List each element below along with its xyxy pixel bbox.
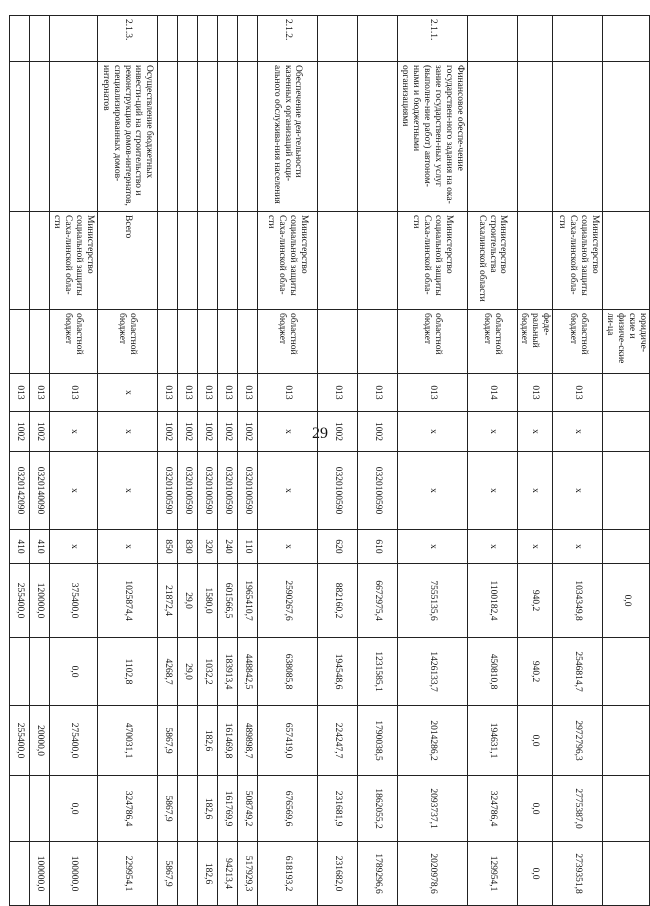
cell-v1: 255400,0 <box>9 564 29 638</box>
cell-vr: 620 <box>317 530 357 564</box>
cell-v1: 1580,0 <box>197 564 217 638</box>
cell-csr: х <box>467 452 517 530</box>
cell-v5: 229954,1 <box>97 842 157 906</box>
cell-rzpr: х <box>49 412 97 452</box>
cell-v5: 129954,1 <box>467 842 517 906</box>
cell-name <box>197 62 217 212</box>
cell-org <box>357 212 397 310</box>
table-row <box>467 16 517 906</box>
cell-name <box>237 62 257 212</box>
cell-v2: 448842,5 <box>237 638 257 706</box>
cell-v5: 100000,0 <box>49 842 97 906</box>
cell-v2: 2546814,7 <box>553 638 603 706</box>
page-number: 29 <box>312 425 328 442</box>
cell-v3: 194631,1 <box>467 706 517 776</box>
cell-csr: 0320142090 <box>9 452 29 530</box>
cell-code <box>177 16 197 62</box>
cell-code: 2.1.1. <box>397 16 467 62</box>
cell-name: Финансовое обеспе-чение государствен-ного задания на ока-зание государствен-ных услуг (выполне-ние работ) автоном-ными и бюджетными организациями <box>397 62 467 212</box>
cell-vr: 320 <box>197 530 217 564</box>
cell-v2: 1426133,7 <box>397 638 467 706</box>
cell-rzpr: х <box>97 412 157 452</box>
table-row <box>257 16 317 906</box>
cell-grbs: 014 <box>467 374 517 412</box>
cell-code <box>317 16 357 62</box>
cell-name <box>517 62 553 212</box>
cell-source: областной бюджет <box>467 310 517 374</box>
cell-csr: 0320100590 <box>237 452 257 530</box>
cell-name <box>357 62 397 212</box>
cell-v5 <box>177 842 197 906</box>
table-row <box>217 16 237 906</box>
cell-grbs: 013 <box>177 374 197 412</box>
table-row <box>9 16 29 906</box>
cell-v1: 1100182,4 <box>467 564 517 638</box>
cell-name <box>49 62 97 212</box>
cell-v1: 1965410,7 <box>237 564 257 638</box>
cell-v2: 0,0 <box>49 638 97 706</box>
cell-grbs: 013 <box>257 374 317 412</box>
cell-rzpr: 1002 <box>157 412 177 452</box>
cell-v4: 508749,2 <box>237 776 257 842</box>
cell-rzpr: 1002 <box>29 412 49 452</box>
cell-csr: х <box>517 452 553 530</box>
cell-code <box>357 16 397 62</box>
cell-org <box>317 212 357 310</box>
cell-vr: х <box>517 530 553 564</box>
cell-source <box>317 310 357 374</box>
cell-source <box>357 310 397 374</box>
cell-v5: 517929,3 <box>237 842 257 906</box>
cell-org <box>517 212 553 310</box>
table-row <box>517 16 553 906</box>
cell-source: областной бюджет <box>97 310 157 374</box>
cell-source <box>157 310 177 374</box>
cell-code: 2.1.2. <box>257 16 317 62</box>
cell-v3: 275400,0 <box>49 706 97 776</box>
cell-rzpr: 1002 <box>317 412 357 452</box>
cell-v2 <box>603 638 650 706</box>
cell-v3: 161469,8 <box>217 706 237 776</box>
cell-v4: 676569,6 <box>257 776 317 842</box>
cell-grbs: 013 <box>49 374 97 412</box>
cell-v2: 29,0 <box>177 638 197 706</box>
cell-v1: 7555135,6 <box>397 564 467 638</box>
cell-name <box>217 62 237 212</box>
cell-vr: 410 <box>9 530 29 564</box>
cell-org <box>197 212 217 310</box>
cell-name <box>467 62 517 212</box>
cell-v3: 489898,7 <box>237 706 257 776</box>
cell-code <box>29 16 49 62</box>
cell-code <box>217 16 237 62</box>
cell-vr <box>603 530 650 564</box>
cell-v3: 470031,1 <box>97 706 157 776</box>
table-row <box>317 16 357 906</box>
cell-v3: 255400,0 <box>9 706 29 776</box>
cell-csr: 0320100590 <box>217 452 237 530</box>
cell-v2: 638085,8 <box>257 638 317 706</box>
cell-vr: 830 <box>177 530 197 564</box>
cell-source: юридиче-ские и физиче-ские ли-ца <box>603 310 650 374</box>
cell-v2: 940,2 <box>517 638 553 706</box>
cell-rzpr <box>603 412 650 452</box>
cell-name <box>317 62 357 212</box>
cell-org: Министерство строительства Сахалинской области <box>467 212 517 310</box>
cell-rzpr: х <box>467 412 517 452</box>
cell-v5: 2020978,6 <box>397 842 467 906</box>
cell-rzpr: х <box>257 412 317 452</box>
cell-csr: х <box>97 452 157 530</box>
cell-code <box>9 16 29 62</box>
cell-source <box>197 310 217 374</box>
cell-v3: 2972796,3 <box>553 706 603 776</box>
cell-grbs: х <box>97 374 157 412</box>
table-row <box>197 16 217 906</box>
cell-v5: 231682,0 <box>317 842 357 906</box>
cell-v4: 5867,9 <box>157 776 177 842</box>
cell-source: областной бюджет <box>553 310 603 374</box>
table-row <box>29 16 49 906</box>
cell-grbs: 013 <box>217 374 237 412</box>
cell-v1: 29,0 <box>177 564 197 638</box>
cell-code <box>517 16 553 62</box>
cell-v2: 194548,6 <box>317 638 357 706</box>
cell-rzpr: 1002 <box>217 412 237 452</box>
cell-rzpr: 1002 <box>357 412 397 452</box>
cell-name <box>9 62 29 212</box>
cell-v3: 5867,9 <box>157 706 177 776</box>
cell-vr: 850 <box>157 530 177 564</box>
cell-v2: 1102,8 <box>97 638 157 706</box>
cell-v5: 2739351,8 <box>553 842 603 906</box>
cell-org <box>9 212 29 310</box>
cell-org: Министерство социальной защиты Саха-линской обла-сти <box>257 212 317 310</box>
cell-v2 <box>9 638 29 706</box>
cell-name <box>603 62 650 212</box>
cell-source <box>217 310 237 374</box>
table-row <box>397 16 467 906</box>
cell-grbs: 013 <box>553 374 603 412</box>
table-row <box>357 16 397 906</box>
cell-v1: 6672975,4 <box>357 564 397 638</box>
cell-code <box>467 16 517 62</box>
cell-rzpr: х <box>397 412 467 452</box>
cell-v4: 231681,9 <box>317 776 357 842</box>
cell-rzpr: х <box>553 412 603 452</box>
table-row <box>157 16 177 906</box>
cell-v2: 4268,7 <box>157 638 177 706</box>
cell-v4: 324786,4 <box>97 776 157 842</box>
cell-v5: 5867,9 <box>157 842 177 906</box>
cell-grbs <box>603 374 650 412</box>
cell-source <box>237 310 257 374</box>
cell-v3: 0,0 <box>517 706 553 776</box>
cell-v1: 21872,4 <box>157 564 177 638</box>
cell-code <box>603 16 650 62</box>
cell-csr: 0320100590 <box>357 452 397 530</box>
cell-org: Министерство социальной защиты Саха-линской обла-сти <box>553 212 603 310</box>
cell-v4: 0,0 <box>517 776 553 842</box>
cell-v1: 375400,0 <box>49 564 97 638</box>
cell-rzpr: 1002 <box>237 412 257 452</box>
cell-v3: 20000,0 <box>29 706 49 776</box>
cell-csr: х <box>257 452 317 530</box>
cell-vr: х <box>257 530 317 564</box>
cell-org <box>157 212 177 310</box>
cell-rzpr: 1002 <box>177 412 197 452</box>
cell-vr: 240 <box>217 530 237 564</box>
cell-v5 <box>603 842 650 906</box>
cell-code <box>553 16 603 62</box>
cell-org <box>217 212 237 310</box>
cell-v2: 450810,8 <box>467 638 517 706</box>
cell-source <box>29 310 49 374</box>
cell-csr: х <box>553 452 603 530</box>
cell-name <box>177 62 197 212</box>
cell-v3: 1790038,5 <box>357 706 397 776</box>
table-row <box>237 16 257 906</box>
cell-org <box>603 212 650 310</box>
cell-org: Министерство социальной защиты Саха-линской обла-сти <box>49 212 97 310</box>
cell-v2 <box>29 638 49 706</box>
cell-vr: 110 <box>237 530 257 564</box>
table-row <box>603 16 650 906</box>
cell-csr: х <box>49 452 97 530</box>
cell-vr: х <box>49 530 97 564</box>
cell-v4: 161769,9 <box>217 776 237 842</box>
cell-v1: 882160,2 <box>317 564 357 638</box>
table-row <box>97 16 157 906</box>
cell-csr: 0320100590 <box>177 452 197 530</box>
cell-v5 <box>9 842 29 906</box>
cell-code <box>197 16 217 62</box>
cell-rzpr: 1002 <box>197 412 217 452</box>
cell-vr: х <box>467 530 517 564</box>
cell-v5: 0,0 <box>517 842 553 906</box>
cell-rzpr: 1002 <box>9 412 29 452</box>
cell-grbs: 013 <box>357 374 397 412</box>
cell-v3: 657419,0 <box>257 706 317 776</box>
cell-v1: 1034349,8 <box>553 564 603 638</box>
cell-csr <box>603 452 650 530</box>
cell-v3 <box>177 706 197 776</box>
cell-vr: х <box>97 530 157 564</box>
cell-v4: 324786,4 <box>467 776 517 842</box>
cell-code <box>157 16 177 62</box>
cell-v4: 182,6 <box>197 776 217 842</box>
cell-v5: 182,6 <box>197 842 217 906</box>
cell-v1: 120000,0 <box>29 564 49 638</box>
cell-vr: 610 <box>357 530 397 564</box>
cell-v5: 1789296,6 <box>357 842 397 906</box>
cell-v3: 2014286,2 <box>397 706 467 776</box>
cell-name <box>553 62 603 212</box>
cell-vr: х <box>397 530 467 564</box>
cell-csr: 0320140090 <box>29 452 49 530</box>
cell-source <box>177 310 197 374</box>
cell-v4: 2775387,0 <box>553 776 603 842</box>
cell-v4 <box>9 776 29 842</box>
cell-org <box>177 212 197 310</box>
cell-source: феде-ральный бюджет <box>517 310 553 374</box>
cell-v5: 618193,2 <box>257 842 317 906</box>
cell-grbs: 013 <box>197 374 217 412</box>
cell-code <box>237 16 257 62</box>
cell-source: областной бюджет <box>49 310 97 374</box>
cell-source <box>9 310 29 374</box>
cell-v4: 0,0 <box>49 776 97 842</box>
cell-org: Всего <box>97 212 157 310</box>
cell-name <box>157 62 177 212</box>
cell-name: Обеспечение дея-тельности казенных организаций соци-ального обслужива-ния населения <box>257 62 317 212</box>
rotated-table-frame <box>14 15 650 905</box>
cell-grbs: 013 <box>29 374 49 412</box>
cell-org: Министерство социальной защиты Саха-линской обла-сти <box>397 212 467 310</box>
cell-v4: 1862055,2 <box>357 776 397 842</box>
cell-csr: 0320100590 <box>317 452 357 530</box>
cell-grbs: 013 <box>9 374 29 412</box>
cell-v4 <box>603 776 650 842</box>
cell-grbs: 013 <box>517 374 553 412</box>
cell-v3 <box>603 706 650 776</box>
cell-vr: 410 <box>29 530 49 564</box>
cell-v1: 0,0 <box>603 564 650 638</box>
cell-v4 <box>29 776 49 842</box>
cell-v2: 1032,2 <box>197 638 217 706</box>
cell-source: областной бюджет <box>397 310 467 374</box>
cell-v5: 94213,4 <box>217 842 237 906</box>
cell-csr: 0320100590 <box>157 452 177 530</box>
cell-name <box>29 62 49 212</box>
cell-csr: 0320100590 <box>197 452 217 530</box>
table-row <box>177 16 197 906</box>
budget-table <box>9 15 650 906</box>
cell-org <box>237 212 257 310</box>
cell-v5: 100000,0 <box>29 842 49 906</box>
cell-csr: х <box>397 452 467 530</box>
cell-code <box>49 16 97 62</box>
cell-v4: 2093737,1 <box>397 776 467 842</box>
cell-v3: 224247,7 <box>317 706 357 776</box>
cell-v1: 2590267,6 <box>257 564 317 638</box>
cell-grbs: 013 <box>397 374 467 412</box>
cell-grbs: 013 <box>317 374 357 412</box>
cell-code: 2.1.3. <box>97 16 157 62</box>
cell-org <box>29 212 49 310</box>
cell-v1: 601566,5 <box>217 564 237 638</box>
cell-vr: х <box>553 530 603 564</box>
cell-grbs: 013 <box>157 374 177 412</box>
cell-v2: 1231585,1 <box>357 638 397 706</box>
table-row <box>49 16 97 906</box>
cell-rzpr: х <box>517 412 553 452</box>
cell-v1: 1025874,4 <box>97 564 157 638</box>
cell-grbs: 013 <box>237 374 257 412</box>
cell-v4 <box>177 776 197 842</box>
cell-v1: 940,2 <box>517 564 553 638</box>
cell-source: областной бюджет <box>257 310 317 374</box>
cell-v2: 183913,4 <box>217 638 237 706</box>
table-row <box>553 16 603 906</box>
cell-v3: 182,6 <box>197 706 217 776</box>
cell-name: Осуществление бюджетных инвести-ций на строительство и реконструкцию домов-интернатов, специализированных домов-интернатов <box>97 62 157 212</box>
